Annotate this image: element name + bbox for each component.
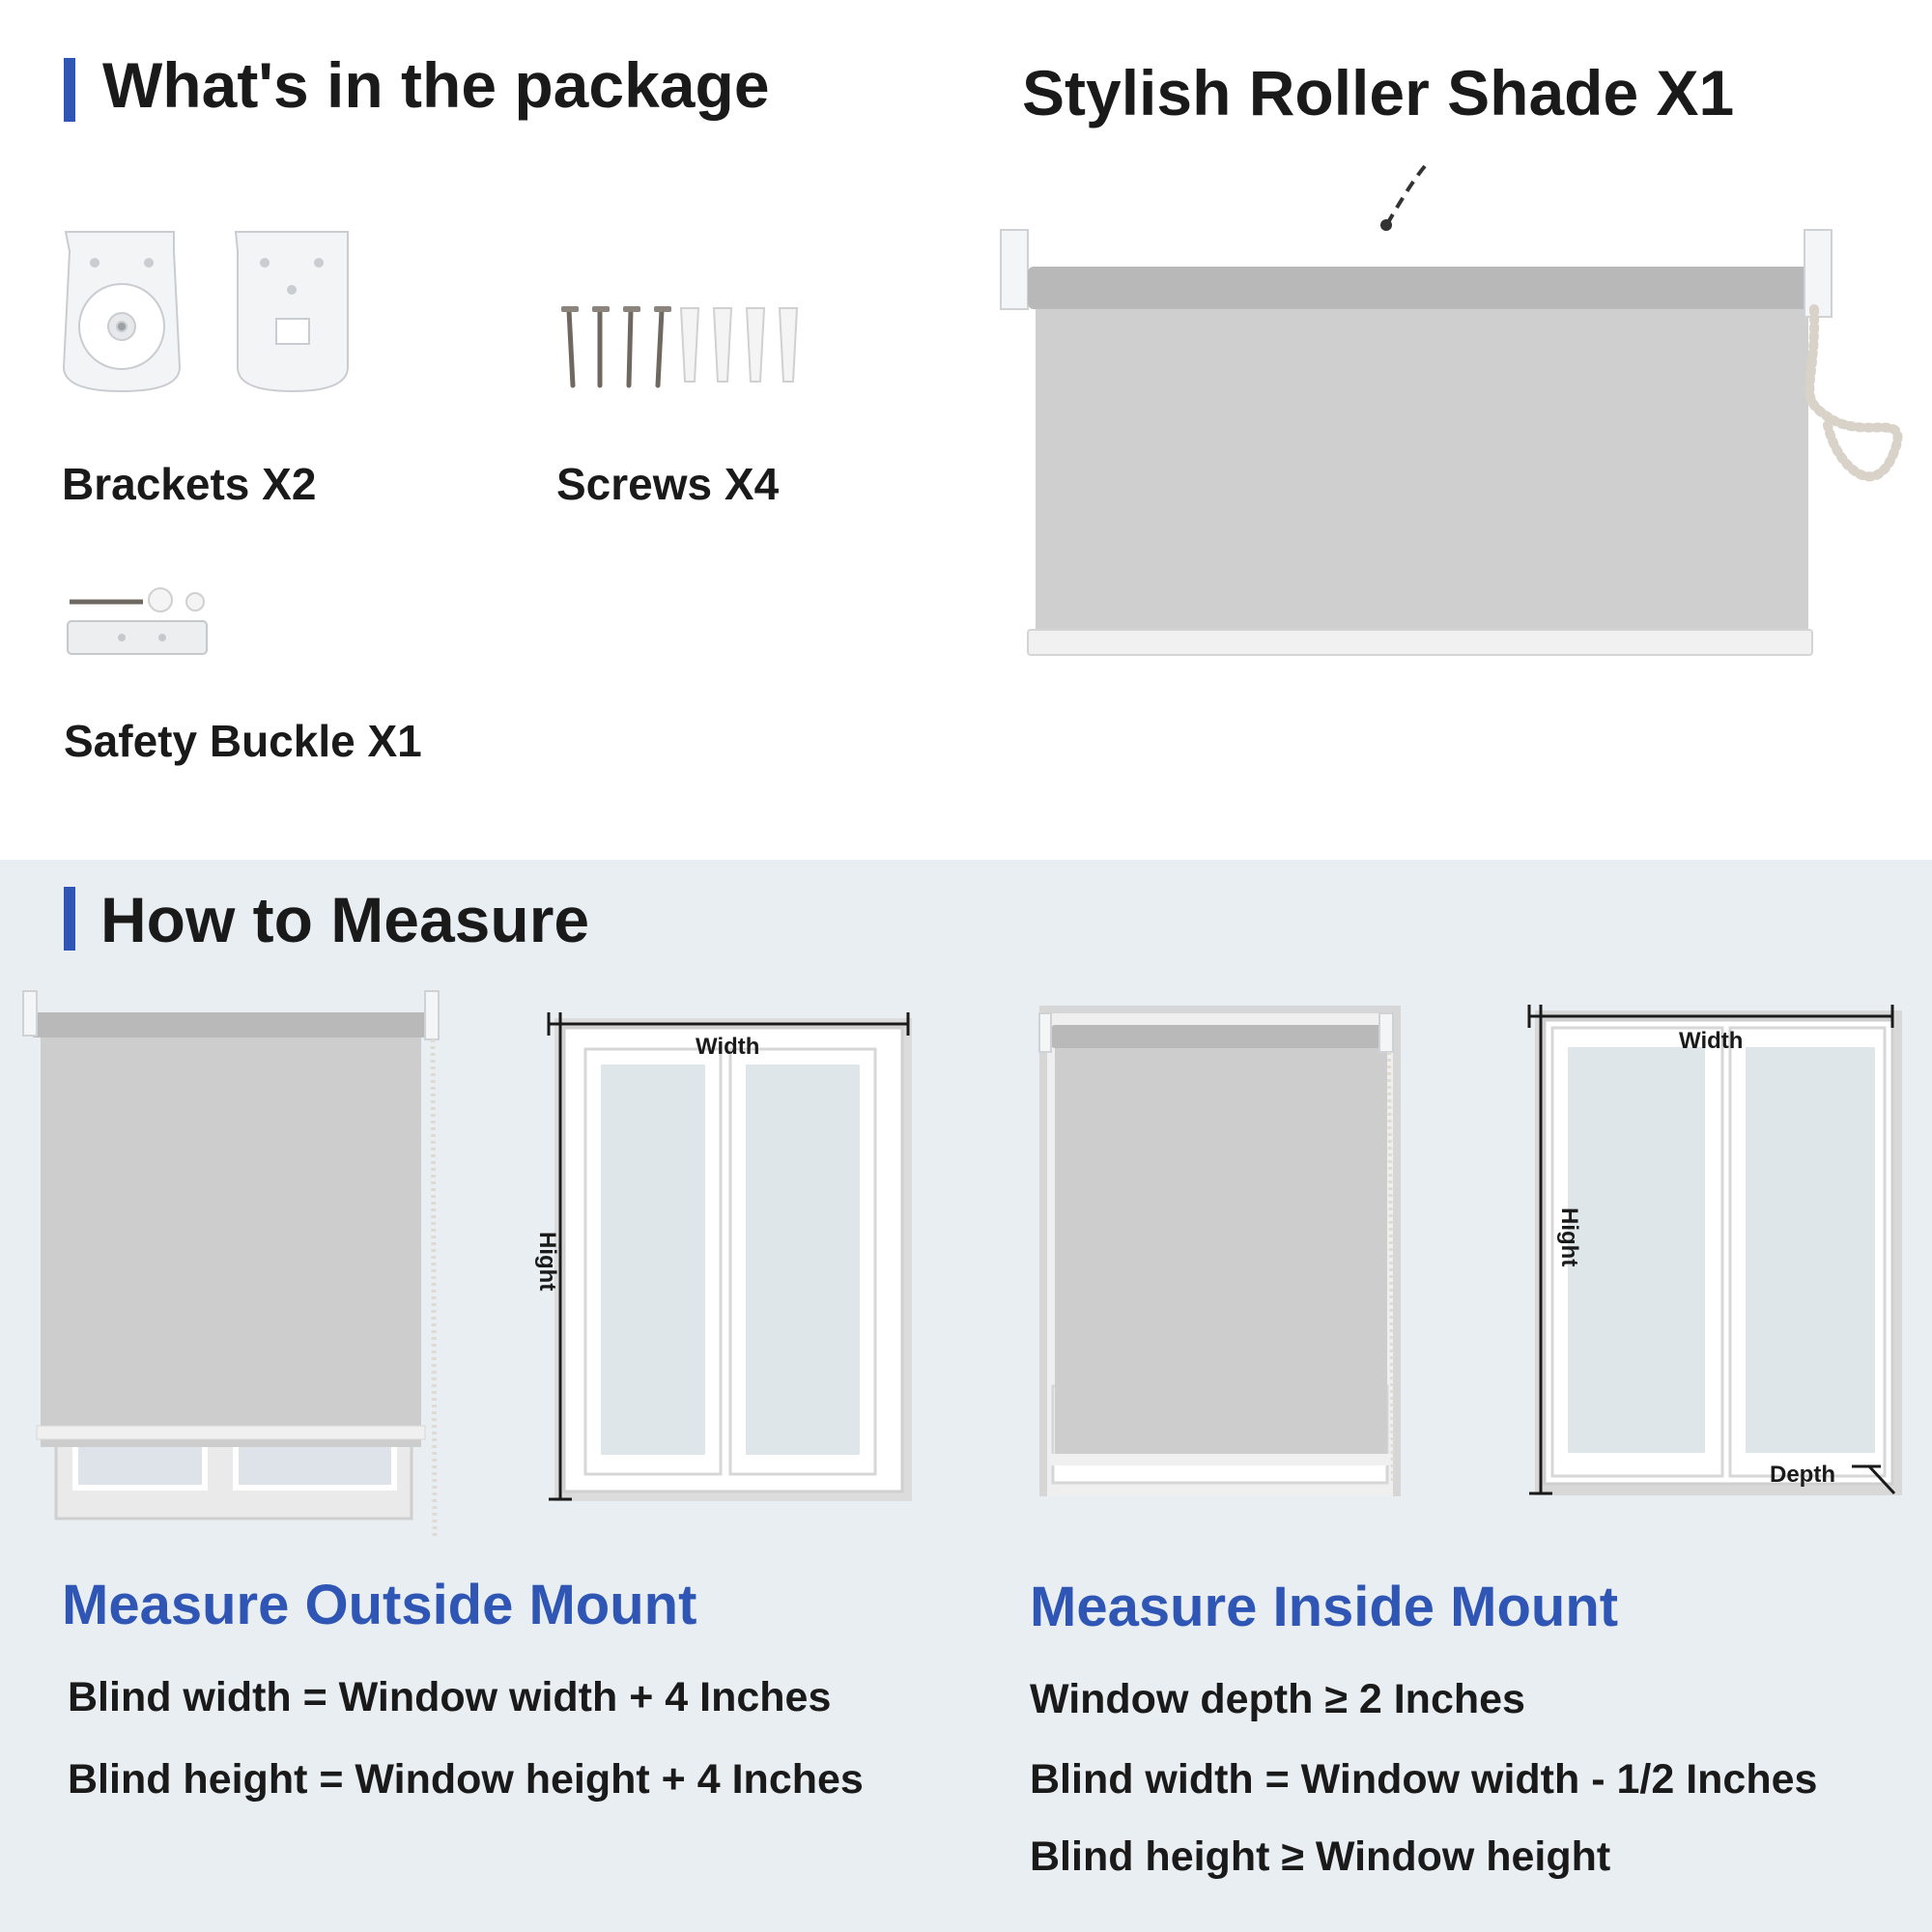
bracket-icon: [58, 222, 367, 396]
outside-mount-window-diagram: [541, 1005, 918, 1507]
roller-shade-image: [995, 155, 1932, 676]
inside-rule-depth: Window depth ≥ 2 Inches: [1030, 1676, 1525, 1722]
inside-rule-width: Blind width = Window width - 1/2 Inches: [1030, 1756, 1818, 1803]
measure-section-bar: [64, 887, 75, 951]
measure-title: How to Measure: [100, 884, 590, 955]
outside-width-label: Width: [696, 1034, 760, 1060]
package-title: What's in the package: [102, 49, 770, 121]
inside-depth-label: Depth: [1770, 1462, 1835, 1488]
outside-height-label: Hight: [534, 1232, 560, 1292]
inside-height-label: Hight: [1556, 1208, 1582, 1267]
shade-title: Stylish Roller Shade X1: [1022, 57, 1735, 128]
safety-buckle-label: Safety Buckle X1: [64, 716, 422, 766]
inside-mount-title: Measure Inside Mount: [1030, 1576, 1619, 1638]
inside-width-label: Width: [1679, 1028, 1744, 1054]
outside-rule-width: Blind width = Window width + 4 Inches: [68, 1674, 832, 1720]
package-section-bar: [64, 58, 75, 122]
inside-rule-height: Blind height ≥ Window height: [1030, 1833, 1611, 1880]
safety-buckle-icon: [66, 584, 220, 662]
screw-icon: [555, 304, 807, 391]
screws-label: Screws X4: [556, 459, 780, 509]
brackets-label: Brackets X2: [62, 459, 317, 509]
inside-mount-shade-image: [1034, 1000, 1430, 1502]
outside-mount-title: Measure Outside Mount: [62, 1574, 697, 1636]
outside-mount-shade-image: [21, 985, 446, 1546]
outside-rule-height: Blind height = Window height + 4 Inches: [68, 1756, 864, 1803]
